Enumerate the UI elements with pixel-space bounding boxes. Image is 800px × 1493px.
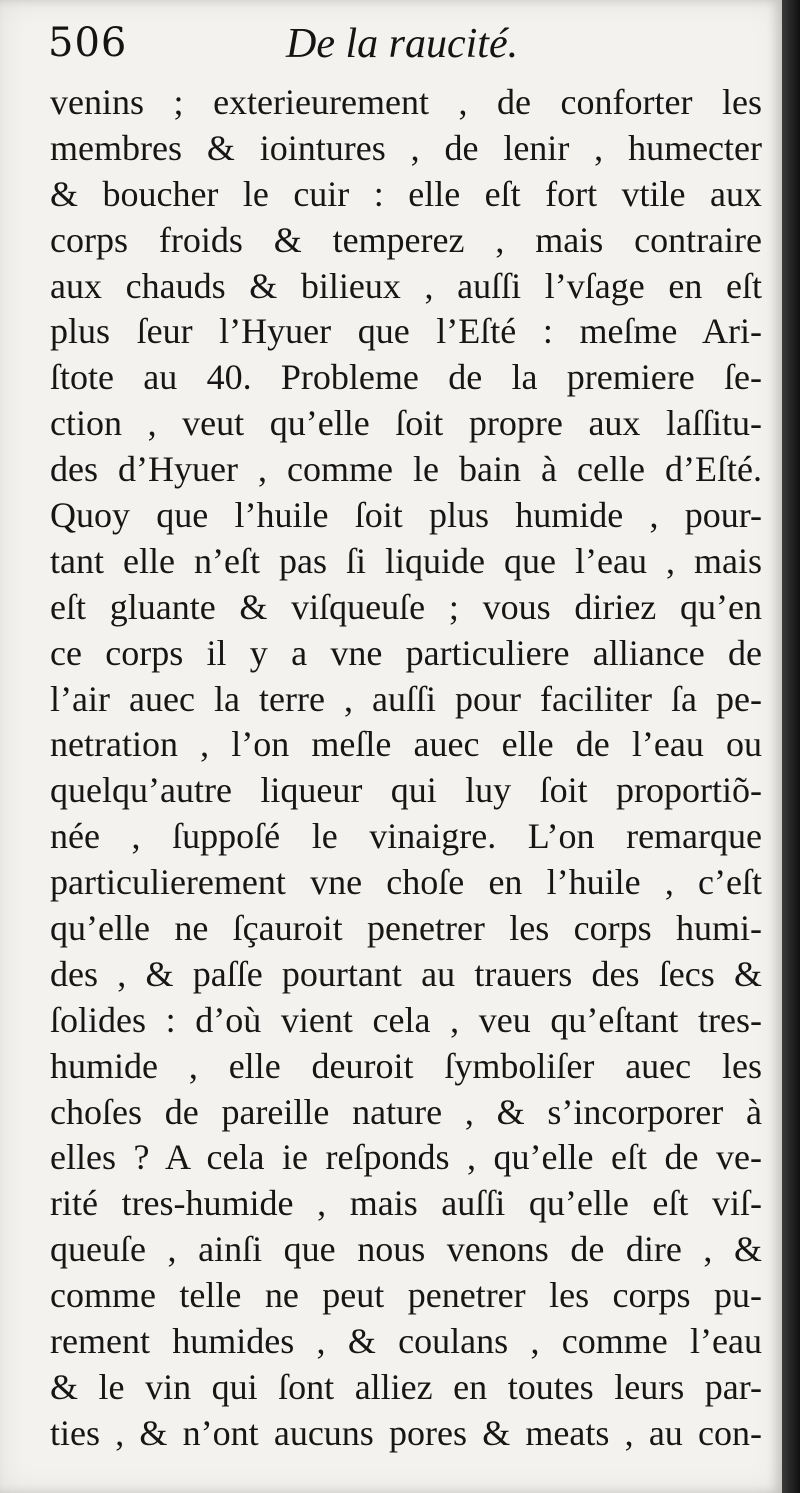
running-title: De la raucité. <box>286 21 519 67</box>
text-line: des , & paſſe pourtant au trauers des ſecs & <box>50 953 762 994</box>
text-line: des d’Hyuer , comme le bain à celle d’Eſté. <box>50 449 762 490</box>
text-line: eſt gluante & viſqueuſe ; vous diriez qu’en <box>50 586 762 627</box>
text-line: humide , elle deuroit ſymboliſer auec les <box>50 1045 762 1086</box>
text-line: ſolides : d’où vient cela , veu qu’eſtant tres- <box>50 999 762 1040</box>
text-line: particulierement vne choſe en l’huile , c’eſt <box>50 862 762 903</box>
text-line: elles ? A cela ie reſponds , qu’elle eſt de ve- <box>50 1137 762 1178</box>
text-line: Quoy que l’huile ſoit plus humide , pour- <box>50 495 762 536</box>
text-line: netration , l’on meſle auec elle de l’eau ou <box>50 724 762 765</box>
body-text <box>50 80 762 1457</box>
text-line: qu’elle ne ſçauroit penetrer les corps humi- <box>50 908 762 949</box>
text-line: née , ſuppoſé le vinaigre. L’on remarque <box>50 816 762 857</box>
text-line: l’air auec la terre , auſſi pour faciliter ſa pe- <box>50 678 762 719</box>
text-line: ce corps il y a vne particuliere alliance de <box>50 632 762 673</box>
text-line: rité tres-humide , mais auſſi qu’elle eſt viſ- <box>50 1183 762 1224</box>
page-number: 506 <box>48 20 128 66</box>
page-header <box>48 14 748 76</box>
text-line: ties , & n’ont aucuns pores & meats , au con- <box>50 1412 762 1453</box>
text-line: comme telle ne peut penetrer les corps pu- <box>50 1275 762 1316</box>
text-line: tant elle n’eſt pas ſi liquide que l’eau , mais <box>50 540 762 581</box>
text-line: venins ; exterieurement , de conforter les <box>50 82 762 122</box>
page-edge-shadow <box>782 0 800 1493</box>
text-line: ction , veut qu’elle ſoit propre aux laſſitu- <box>50 403 762 444</box>
text-line: choſes de pareille nature , & s’incorporer à <box>50 1091 762 1132</box>
text-line: membres & iointures , de lenir , humecter <box>50 127 762 168</box>
text-line: rement humides , & coulans , comme l’eau <box>50 1321 762 1362</box>
text-line: ſtote au 40. Probleme de la premiere ſe- <box>50 357 762 398</box>
text-line: plus ſeur l’Hyuer que l’Eſté : meſme Ari- <box>50 311 762 352</box>
text-line: quelqu’autre liqueur qui luy ſoit proportiõ- <box>50 770 762 811</box>
text-line: corps froids & temperez , mais contraire <box>50 219 762 260</box>
text-line: queuſe , ainſi que nous venons de dire , & <box>50 1229 762 1270</box>
text-line: & le vin qui ſont alliez en toutes leurs par- <box>50 1366 762 1407</box>
text-line: & boucher le cuir : elle eſt fort vtile aux <box>50 173 762 214</box>
text-line: aux chauds & bilieux , auſſi l’vſage en eſt <box>50 265 762 306</box>
